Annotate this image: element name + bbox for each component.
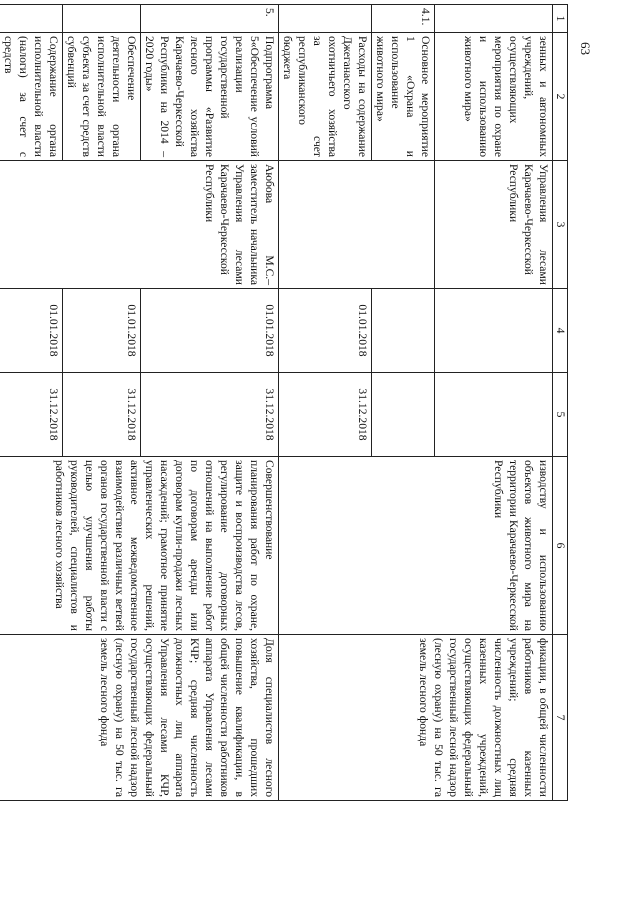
expected-result: Совершенствование планирования работ по охране, защите и воспроизводства лесов, регулирование договорных отношений на выполнение работ по договорам аренды или договорам купли-продажи лесных насаждений; грамотное принятие управленческих решений, активное межведомственное взаимодействие различных ветвей органов государственной власти с целью улучшения работы руководителей, специалистов и работников лесного хозяйства: [0, 457, 279, 635]
start-date: 01.01.2018: [279, 289, 372, 373]
event-name: Подпрограмма 5«Обеспечение условий реализации государственной программы «Развитие лесного хозяйства Карачаево-Черкесской Республики на 2014 – 2020 годы»: [141, 33, 279, 161]
rotated-page: [2, 4, 568, 800]
row-number: [63, 5, 141, 33]
responsible: Управления лесами Карачаево-Черкесской Республики: [435, 161, 553, 289]
header-col-6: 6: [553, 457, 568, 635]
indicator: фикации, в общей численности работников казенных учреждений; средняя численность должностных лиц казенных учреждений, осуществляющих федеральный государственный лесной надзор (лесную охрану) на 50 тыс. га земель лесного фонда: [279, 635, 553, 801]
table-row: [435, 5, 553, 801]
event-name: Основное мероприятие 1 «Охрана и использование животного мира»: [372, 33, 435, 161]
page-number: 63: [578, 42, 593, 55]
row-number: [0, 5, 63, 33]
event-name: Обеспечение деятельности органа исполнительной власти субъекта за счет средств субвенций: [63, 33, 141, 161]
header-col-3: 3: [553, 161, 568, 289]
responsible: Аюбова М.С.– заместитель начальника Управления лесами Карачаево-Черкесской Республики: [0, 161, 279, 289]
end-date: 31.12.2018: [0, 373, 63, 457]
end-date: 31.12.2018: [63, 373, 141, 457]
start-date: 01.01.2018: [141, 289, 279, 373]
header-col-2: 2: [553, 33, 568, 161]
start-date: 01.01.2018: [63, 289, 141, 373]
end-date: [372, 373, 435, 457]
event-name: Расходы на содержание Джеганасского охотничьего хозяйства за счет республиканского бюджета: [279, 33, 372, 161]
header-row: [553, 5, 568, 801]
end-date: 31.12.2018: [141, 373, 279, 457]
header-col-5: 5: [553, 373, 568, 457]
row-number: 5.: [141, 5, 279, 33]
row-number: 4.1.: [372, 5, 435, 33]
event-name: зенных и автономных учреждений, осуществляющих мероприятия по охране и использованию животного мира»: [435, 33, 553, 161]
header-col-4: 4: [553, 289, 568, 373]
start-date: [372, 289, 435, 373]
start-date: [435, 289, 553, 373]
expected-result: изводству и использованию объектов животного мира на территории Карачаево-Черкесской Республики: [279, 457, 553, 635]
row-number: [435, 5, 553, 33]
table-row: [141, 5, 279, 801]
row-number: [279, 5, 372, 33]
responsible: [279, 161, 435, 289]
program-table: [0, 4, 568, 801]
end-date: 31.12.2018: [279, 373, 372, 457]
indicator: Доля специалистов лесного хозяйства, прошедших повышение квалификации, в общей численности работников аппарата Управления лесами КЧР; средняя численность должностных лиц аппарата Управления лесами КЧР, осуществляющих федеральный государственный лесной надзор (лесную охрану) на 50 тыс. га земель лесного фонда: [0, 635, 279, 801]
start-date: 01.01.2018: [0, 289, 63, 373]
header-col-1: 1: [553, 5, 568, 33]
header-col-7: 7: [553, 635, 568, 801]
event-name: Содержание органа исполнительной власти (налоги) за счет с средств: [0, 33, 63, 161]
end-date: [435, 373, 553, 457]
